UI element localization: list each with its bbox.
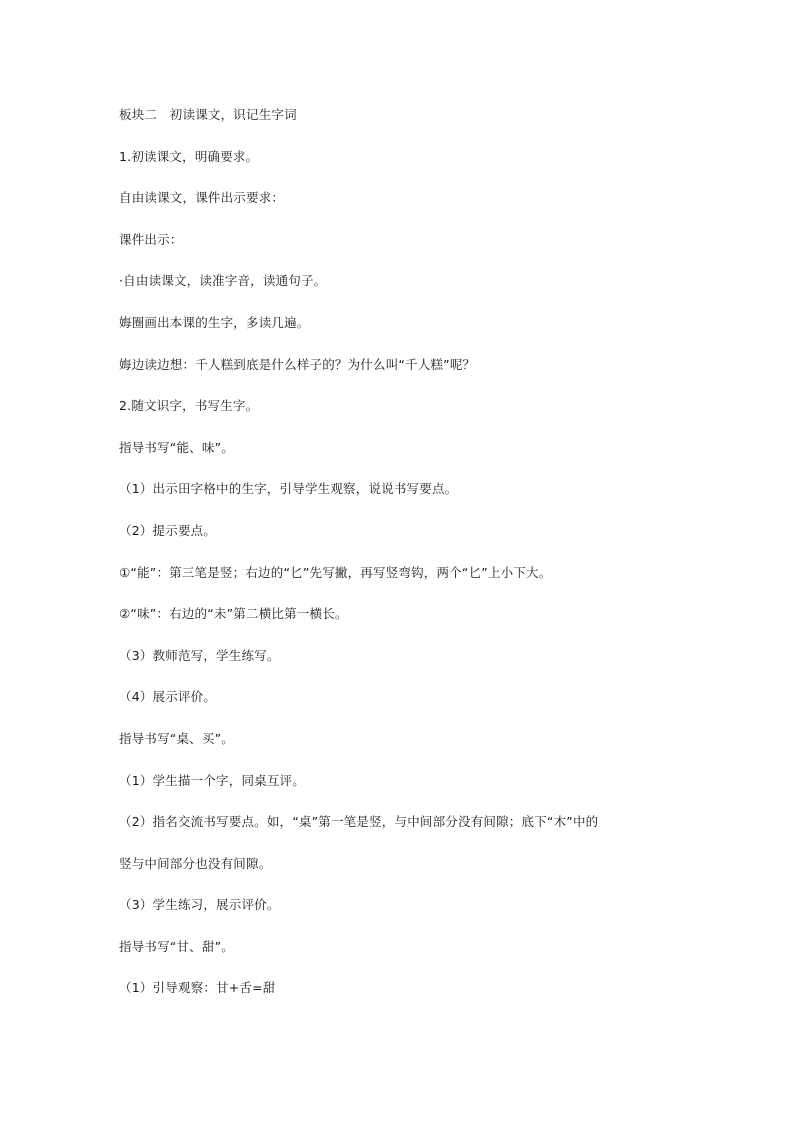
bullet-item: ·自由读课文，读准字音，读通句子。	[119, 273, 327, 289]
numbered-item: （2）提示要点。	[119, 522, 217, 538]
circled-item: ①“能”：第三笔是竖；右边的“匕”先写撇，再写竖弯钩，两个“匕”上小下大。	[119, 564, 552, 580]
circled-item: ②“味”：右边的“未”第二横比第一横长。	[119, 606, 348, 622]
paragraph: 自由读课文，课件出示要求：	[119, 190, 285, 206]
sub-heading: 指导书写“甘、甜”。	[119, 938, 234, 954]
document-body	[119, 105, 689, 1020]
sub-heading: 指导书写“能、味”。	[119, 439, 234, 455]
numbered-item-continuation: 竖与中间部分也没有间隙。	[119, 855, 272, 871]
paragraph: 课件出示：	[119, 231, 183, 247]
numbered-item: （2）指名交流书写要点。如，“桌”第一笔是竖，与中间部分没有间隙；底下“木”中的	[119, 814, 599, 830]
bullet-item: 娒边读边想：千人糕到底是什么样子的？为什么叫“千人糕”呢？	[119, 356, 476, 372]
step-heading: 2.随文识字，书写生字。	[119, 398, 259, 414]
sub-heading: 指导书写“桌、买”。	[119, 730, 234, 746]
numbered-item: （3）教师范写，学生练写。	[119, 647, 280, 663]
numbered-item: （4）展示评价。	[119, 689, 217, 705]
numbered-item: （1）学生描一个字，同桌互评。	[119, 772, 305, 788]
numbered-item: （3）学生练习，展示评价。	[119, 897, 280, 913]
step-heading: 1.初读课文，明确要求。	[119, 148, 259, 164]
numbered-item: （1）引导观察：甘+舌=甜	[119, 980, 276, 996]
bullet-item: 娒圈画出本课的生字，多读几遍。	[119, 314, 310, 330]
section-heading: 板块二 初读课文，识记生字词	[119, 107, 297, 122]
numbered-item: （1）出示田字格中的生字，引导学生观察，说说书写要点。	[119, 481, 458, 497]
